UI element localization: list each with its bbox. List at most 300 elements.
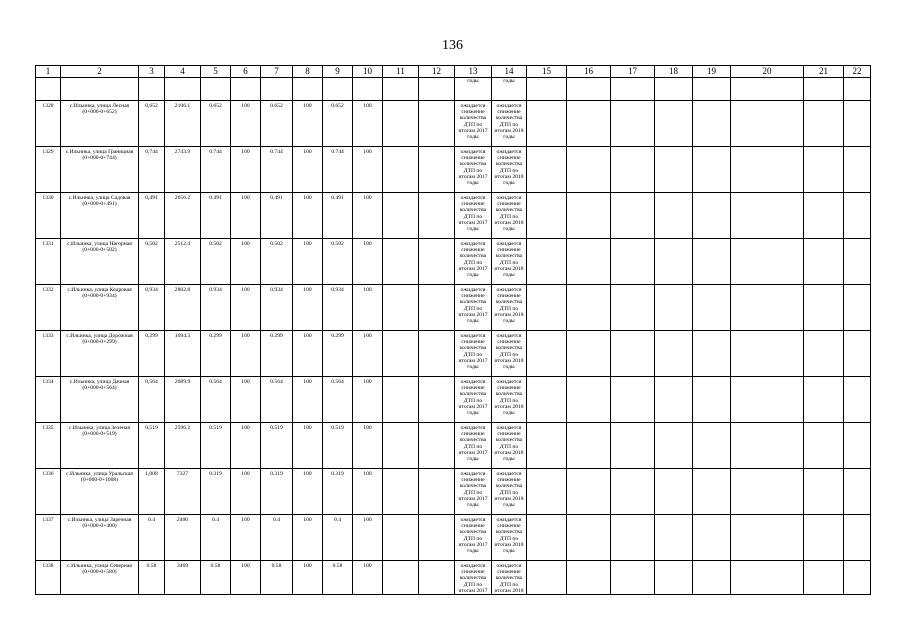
cell-col-21 — [804, 377, 844, 423]
cell-col-14: годы — [492, 78, 527, 101]
cell-col-14: ожидается снижение количества ДТП по итогам 2018 — [492, 561, 527, 595]
cell-col-7: 0.934 — [261, 285, 293, 331]
cell-col-15 — [527, 377, 567, 423]
cell-col-3: 0,491 — [139, 193, 165, 239]
cell-col-1: 1334 — [36, 377, 61, 423]
cell-col-1 — [36, 78, 61, 101]
cell-col-18 — [655, 78, 693, 101]
cell-col-20 — [731, 147, 804, 193]
cell-col-3: 0.58 — [139, 561, 165, 595]
cell-col-12 — [419, 193, 455, 239]
cell-col-21 — [804, 515, 844, 561]
cell-col-10: 100 — [353, 469, 383, 515]
cell-col-9: 0.502 — [323, 239, 353, 285]
cell-col-12 — [419, 561, 455, 595]
cell-col-16 — [567, 78, 611, 101]
cell-col-21 — [804, 469, 844, 515]
cell-col-20 — [731, 78, 804, 101]
cell-col-2: с.Ильинка, улица Уральская (0+000-0+1008) — [61, 469, 139, 515]
cell-col-8: 100 — [293, 469, 323, 515]
cell-col-18 — [655, 285, 693, 331]
cell-col-21 — [804, 193, 844, 239]
cell-col-2: с.Ильинка, улица Границная (0+000-0+744) — [61, 147, 139, 193]
cell-col-7: 0.744 — [261, 147, 293, 193]
page-number: 136 — [442, 38, 463, 53]
cell-col-7: 0.652 — [261, 101, 293, 147]
cell-col-14: ожидается снижение количества ДТП по итогам 2018 годы — [492, 469, 527, 515]
cell-col-7: 0.564 — [261, 377, 293, 423]
cell-col-16 — [567, 101, 611, 147]
cell-col-1: 1330 — [36, 193, 61, 239]
cell-col-19 — [693, 561, 731, 595]
cell-col-17 — [611, 331, 655, 377]
cell-col-10: 100 — [353, 147, 383, 193]
cell-col-14: ожидается снижение количества ДТП по итогам 2018 годы — [492, 423, 527, 469]
cell-col-3: 0,744 — [139, 147, 165, 193]
cell-col-2: с.Ильинка, улица Зеленая (0+000-0+519) — [61, 423, 139, 469]
cell-col-14: ожидается снижение количества ДТП по итогам 2018 годы — [492, 331, 527, 377]
cell-col-5: 0.502 — [201, 239, 231, 285]
column-number-13: 13 — [455, 66, 492, 78]
cell-col-7 — [261, 78, 293, 101]
cell-col-4: 2743.9 — [165, 147, 201, 193]
cell-col-19 — [693, 377, 731, 423]
cell-col-21 — [804, 147, 844, 193]
column-number-row — [36, 66, 871, 78]
cell-col-21 — [804, 423, 844, 469]
cell-col-15 — [527, 147, 567, 193]
cell-col-8: 100 — [293, 285, 323, 331]
road-safety-table — [35, 65, 871, 595]
cell-col-5: 0.652 — [201, 101, 231, 147]
cell-col-12 — [419, 147, 455, 193]
cell-col-17 — [611, 78, 655, 101]
cell-col-18 — [655, 561, 693, 595]
cell-col-13: ожидается снижение количества ДТП по итогам 2017 годы — [455, 285, 492, 331]
cell-col-2: с.Ильинка, улица Кедровая (0+000-0+934) — [61, 285, 139, 331]
column-number-19: 19 — [693, 66, 731, 78]
cell-col-9: 0.744 — [323, 147, 353, 193]
cell-col-22 — [844, 515, 871, 561]
cell-col-20 — [731, 193, 804, 239]
cell-col-16 — [567, 285, 611, 331]
cell-col-14: ожидается снижение количества ДТП по итогам 2018 годы — [492, 101, 527, 147]
cell-col-4: 2802.8 — [165, 285, 201, 331]
cell-col-12 — [419, 78, 455, 101]
cell-col-1: 1333 — [36, 331, 61, 377]
column-number-21: 21 — [804, 66, 844, 78]
cell-col-11 — [383, 239, 419, 285]
cell-col-10: 100 — [353, 285, 383, 331]
column-number-10: 10 — [353, 66, 383, 78]
cell-col-9: 0.58 — [323, 561, 353, 595]
cell-col-18 — [655, 101, 693, 147]
table-row — [36, 285, 871, 331]
cell-col-22 — [844, 193, 871, 239]
cell-col-6 — [231, 78, 261, 101]
cell-col-9: 0.491 — [323, 193, 353, 239]
cell-col-15 — [527, 561, 567, 595]
cell-col-3: 0,934 — [139, 285, 165, 331]
cell-col-8: 100 — [293, 331, 323, 377]
cell-col-17 — [611, 285, 655, 331]
column-number-1: 1 — [36, 66, 61, 78]
cell-col-4: 2106.1 — [165, 101, 201, 147]
cell-col-13: ожидается снижение количества ДТП по итогам 2017 — [455, 561, 492, 595]
cell-col-18 — [655, 469, 693, 515]
cell-col-16 — [567, 377, 611, 423]
cell-col-1: 1328 — [36, 101, 61, 147]
cell-col-13: ожидается снижение количества ДТП по итогам 2017 годы — [455, 239, 492, 285]
cell-col-8: 100 — [293, 515, 323, 561]
cell-col-21 — [804, 285, 844, 331]
cell-col-19 — [693, 193, 731, 239]
cell-col-1: 1337 — [36, 515, 61, 561]
cell-col-3: 0.4 — [139, 515, 165, 561]
cell-col-5: 0.519 — [201, 423, 231, 469]
cell-col-7: 0.4 — [261, 515, 293, 561]
cell-col-13: ожидается снижение количества ДТП по итогам 2017 годы — [455, 147, 492, 193]
cell-col-13: ожидается снижение количества ДТП по итогам 2017 годы — [455, 101, 492, 147]
cell-col-13: ожидается снижение количества ДТП по итогам 2017 годы — [455, 423, 492, 469]
cell-col-6: 100 — [231, 377, 261, 423]
cell-col-9: 0.319 — [323, 469, 353, 515]
cell-col-10: 100 — [353, 193, 383, 239]
cell-col-17 — [611, 561, 655, 595]
cell-col-21 — [804, 239, 844, 285]
column-number-20: 20 — [731, 66, 804, 78]
cell-col-5: 0.564 — [201, 377, 231, 423]
cell-col-13: годы — [455, 78, 492, 101]
cell-col-9 — [323, 78, 353, 101]
cell-col-10: 100 — [353, 377, 383, 423]
cell-col-6: 100 — [231, 515, 261, 561]
cell-col-12 — [419, 515, 455, 561]
cell-col-7: 0.299 — [261, 331, 293, 377]
cell-col-11 — [383, 101, 419, 147]
cell-col-1: 1335 — [36, 423, 61, 469]
cell-col-5 — [201, 78, 231, 101]
cell-col-8: 100 — [293, 147, 323, 193]
cell-col-2: с.Ильинка, улица Дорожная (0+000-0+299) — [61, 331, 139, 377]
cell-col-15 — [527, 469, 567, 515]
cell-col-19 — [693, 515, 731, 561]
cell-col-2: с.Ильинка, улица Садовая (0+000-0+491) — [61, 193, 139, 239]
cell-col-15 — [527, 101, 567, 147]
cell-col-6: 100 — [231, 285, 261, 331]
column-number-18: 18 — [655, 66, 693, 78]
cell-col-15 — [527, 331, 567, 377]
cell-col-3: 0,502 — [139, 239, 165, 285]
cell-col-22 — [844, 239, 871, 285]
cell-col-2: с.Ильинка, улица Северная (0+000-0+580) — [61, 561, 139, 595]
cell-col-11 — [383, 193, 419, 239]
cell-col-9: 0.4 — [323, 515, 353, 561]
cell-col-16 — [567, 331, 611, 377]
column-number-8: 8 — [293, 66, 323, 78]
cell-col-19 — [693, 285, 731, 331]
cell-col-10: 100 — [353, 101, 383, 147]
table-row — [36, 423, 871, 469]
cell-col-4: 2089.9 — [165, 377, 201, 423]
cell-col-6: 100 — [231, 331, 261, 377]
cell-col-11 — [383, 423, 419, 469]
cell-col-1: 1336 — [36, 469, 61, 515]
cell-col-17 — [611, 101, 655, 147]
cell-col-2: с.Ильинка, улица Лесная (0+000-0+652) — [61, 101, 139, 147]
cell-col-13: ожидается снижение количества ДТП по итогам 2017 годы — [455, 331, 492, 377]
cell-col-6: 100 — [231, 101, 261, 147]
cell-col-11 — [383, 515, 419, 561]
cell-col-19 — [693, 331, 731, 377]
cell-col-9: 0.564 — [323, 377, 353, 423]
cell-col-5: 0.319 — [201, 469, 231, 515]
cell-col-2: с.Ильинка, улица Дачная (0+000-0+564) — [61, 377, 139, 423]
cell-col-8 — [293, 78, 323, 101]
table-row — [36, 377, 871, 423]
cell-col-20 — [731, 239, 804, 285]
cell-col-8: 100 — [293, 193, 323, 239]
column-number-4: 4 — [165, 66, 201, 78]
cell-col-19 — [693, 101, 731, 147]
cell-col-11 — [383, 285, 419, 331]
cell-col-11 — [383, 469, 419, 515]
cell-col-11 — [383, 377, 419, 423]
cell-col-12 — [419, 331, 455, 377]
cell-col-4: 1094.3 — [165, 331, 201, 377]
cell-col-8: 100 — [293, 239, 323, 285]
cell-col-21 — [804, 101, 844, 147]
cell-col-7: 0.319 — [261, 469, 293, 515]
table-row — [36, 515, 871, 561]
cell-col-8: 100 — [293, 101, 323, 147]
cell-col-5: 0.4 — [201, 515, 231, 561]
column-number-15: 15 — [527, 66, 567, 78]
table-row — [36, 561, 871, 595]
cell-col-4: 3469 — [165, 561, 201, 595]
cell-col-16 — [567, 561, 611, 595]
cell-col-15 — [527, 78, 567, 101]
cell-col-3: 0,652 — [139, 101, 165, 147]
cell-col-17 — [611, 239, 655, 285]
cell-col-20 — [731, 469, 804, 515]
cell-col-1: 1329 — [36, 147, 61, 193]
column-number-3: 3 — [139, 66, 165, 78]
table-row — [36, 469, 871, 515]
cell-col-12 — [419, 285, 455, 331]
cell-col-22 — [844, 78, 871, 101]
cell-col-8: 100 — [293, 423, 323, 469]
cell-col-19 — [693, 147, 731, 193]
cell-col-18 — [655, 377, 693, 423]
cell-col-4: 7327 — [165, 469, 201, 515]
continuation-row — [36, 78, 871, 101]
cell-col-19 — [693, 423, 731, 469]
cell-col-10: 100 — [353, 239, 383, 285]
cell-col-20 — [731, 423, 804, 469]
cell-col-12 — [419, 469, 455, 515]
cell-col-20 — [731, 285, 804, 331]
cell-col-3: 1,008 — [139, 469, 165, 515]
table-row — [36, 101, 871, 147]
cell-col-22 — [844, 423, 871, 469]
cell-col-18 — [655, 239, 693, 285]
cell-col-2: с.Ильинка, улица Нагорная (0+000-0+502) — [61, 239, 139, 285]
cell-col-7: 0.491 — [261, 193, 293, 239]
cell-col-4: 2512.4 — [165, 239, 201, 285]
cell-col-5: 0.299 — [201, 331, 231, 377]
cell-col-6: 100 — [231, 239, 261, 285]
cell-col-18 — [655, 147, 693, 193]
cell-col-22 — [844, 561, 871, 595]
cell-col-20 — [731, 377, 804, 423]
cell-col-13: ожидается снижение количества ДТП по итогам 2017 годы — [455, 193, 492, 239]
cell-col-7: 0.58 — [261, 561, 293, 595]
cell-col-16 — [567, 423, 611, 469]
cell-col-18 — [655, 193, 693, 239]
cell-col-17 — [611, 377, 655, 423]
cell-col-6: 100 — [231, 193, 261, 239]
cell-col-17 — [611, 469, 655, 515]
cell-col-6: 100 — [231, 147, 261, 193]
column-number-6: 6 — [231, 66, 261, 78]
cell-col-14: ожидается снижение количества ДТП по итогам 2018 годы — [492, 147, 527, 193]
cell-col-4: 2400 — [165, 515, 201, 561]
cell-col-21 — [804, 561, 844, 595]
table-row — [36, 147, 871, 193]
cell-col-1: 1332 — [36, 285, 61, 331]
cell-col-19 — [693, 469, 731, 515]
cell-col-8: 100 — [293, 377, 323, 423]
cell-col-15 — [527, 193, 567, 239]
cell-col-2: с.Ильинка, улица Заречная (0+000-0+400) — [61, 515, 139, 561]
cell-col-22 — [844, 377, 871, 423]
cell-col-20 — [731, 331, 804, 377]
cell-col-15 — [527, 239, 567, 285]
table-row — [36, 331, 871, 377]
cell-col-11 — [383, 78, 419, 101]
cell-col-12 — [419, 101, 455, 147]
cell-col-4 — [165, 78, 201, 101]
cell-col-22 — [844, 331, 871, 377]
column-number-17: 17 — [611, 66, 655, 78]
cell-col-13: ожидается снижение количества ДТП по итогам 2017 годы — [455, 377, 492, 423]
cell-col-10: 100 — [353, 423, 383, 469]
cell-col-15 — [527, 423, 567, 469]
cell-col-4: 2596.2 — [165, 423, 201, 469]
cell-col-9: 0.652 — [323, 101, 353, 147]
cell-col-5: 0.58 — [201, 561, 231, 595]
cell-col-12 — [419, 377, 455, 423]
cell-col-11 — [383, 331, 419, 377]
cell-col-14: ожидается снижение количества ДТП по итогам 2018 годы — [492, 193, 527, 239]
cell-col-21 — [804, 78, 844, 101]
cell-col-16 — [567, 239, 611, 285]
table-row — [36, 193, 871, 239]
cell-col-10 — [353, 78, 383, 101]
cell-col-1: 1338 — [36, 561, 61, 595]
cell-col-22 — [844, 469, 871, 515]
cell-col-17 — [611, 147, 655, 193]
cell-col-19 — [693, 78, 731, 101]
cell-col-17 — [611, 193, 655, 239]
cell-col-13: ожидается снижение количества ДТП по итогам 2017 годы — [455, 515, 492, 561]
cell-col-21 — [804, 331, 844, 377]
cell-col-12 — [419, 423, 455, 469]
cell-col-18 — [655, 423, 693, 469]
cell-col-15 — [527, 285, 567, 331]
cell-col-15 — [527, 515, 567, 561]
cell-col-4: 2656.2 — [165, 193, 201, 239]
cell-col-14: ожидается снижение количества ДТП по итогам 2018 годы — [492, 515, 527, 561]
cell-col-5: 0.744 — [201, 147, 231, 193]
cell-col-20 — [731, 515, 804, 561]
column-number-5: 5 — [201, 66, 231, 78]
cell-col-9: 0.299 — [323, 331, 353, 377]
cell-col-6: 100 — [231, 423, 261, 469]
column-number-7: 7 — [261, 66, 293, 78]
table-body — [36, 66, 871, 595]
column-number-14: 14 — [492, 66, 527, 78]
cell-col-5: 0.934 — [201, 285, 231, 331]
cell-col-3: 0,299 — [139, 331, 165, 377]
cell-col-10: 100 — [353, 561, 383, 595]
cell-col-16 — [567, 193, 611, 239]
column-number-16: 16 — [567, 66, 611, 78]
cell-col-9: 0.934 — [323, 285, 353, 331]
cell-col-17 — [611, 423, 655, 469]
cell-col-16 — [567, 147, 611, 193]
cell-col-10: 100 — [353, 331, 383, 377]
cell-col-5: 0.491 — [201, 193, 231, 239]
cell-col-22 — [844, 285, 871, 331]
cell-col-8: 100 — [293, 561, 323, 595]
cell-col-20 — [731, 561, 804, 595]
cell-col-6: 100 — [231, 561, 261, 595]
column-number-2: 2 — [61, 66, 139, 78]
cell-col-12 — [419, 239, 455, 285]
cell-col-20 — [731, 101, 804, 147]
cell-col-14: ожидается снижение количества ДТП по итогам 2018 годы — [492, 285, 527, 331]
cell-col-19 — [693, 239, 731, 285]
cell-col-14: ожидается снижение количества ДТП по итогам 2018 годы — [492, 239, 527, 285]
cell-col-3: 0,519 — [139, 423, 165, 469]
cell-col-14: ожидается снижение количества ДТП по итогам 2018 годы — [492, 377, 527, 423]
cell-col-22 — [844, 101, 871, 147]
column-number-22: 22 — [844, 66, 871, 78]
cell-col-16 — [567, 515, 611, 561]
cell-col-17 — [611, 515, 655, 561]
cell-col-1: 1331 — [36, 239, 61, 285]
cell-col-3: 0,564 — [139, 377, 165, 423]
cell-col-22 — [844, 147, 871, 193]
cell-col-9: 0.519 — [323, 423, 353, 469]
cell-col-7: 0.519 — [261, 423, 293, 469]
cell-col-10: 100 — [353, 515, 383, 561]
cell-col-11 — [383, 561, 419, 595]
cell-col-3 — [139, 78, 165, 101]
cell-col-13: ожидается снижение количества ДТП по итогам 2017 годы — [455, 469, 492, 515]
table-row — [36, 239, 871, 285]
column-number-11: 11 — [383, 66, 419, 78]
cell-col-7: 0.502 — [261, 239, 293, 285]
cell-col-6: 100 — [231, 469, 261, 515]
cell-col-16 — [567, 469, 611, 515]
cell-col-18 — [655, 331, 693, 377]
column-number-12: 12 — [419, 66, 455, 78]
column-number-9: 9 — [323, 66, 353, 78]
cell-col-2 — [61, 78, 139, 101]
